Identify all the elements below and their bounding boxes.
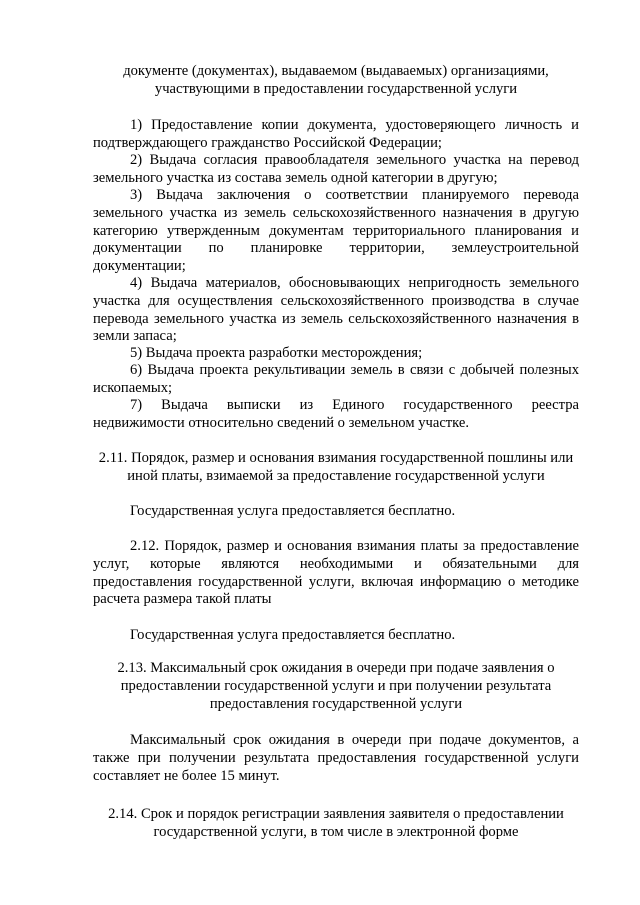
- section-2-13-text: Максимальный срок ожидания в очереди при подаче документов, а также при получении результата предоставления государственной услуги составляет не более 15 минут.: [93, 732, 579, 784]
- section-2-13-heading: 2.13. Максимальный срок ожидания в очереди при подаче заявления о предоставлении государственной услуги и при получении результата предоставления государственной услуги: [117, 660, 555, 712]
- section-2-11-text: Государственная услуга предоставляется бесплатно.: [130, 503, 456, 519]
- section-2-12-text: Государственная услуга предоставляется бесплатно.: [130, 627, 456, 643]
- list-item-3: 3) Выдача заключения о соответствии планируемого перевода земельного участка из земель сельскохозяйственного назначения в другую категорию утвержденным документам территориального планирования и документации по планировке территории, землеустроительной документации;: [93, 187, 579, 275]
- section-2-14-heading: 2.14. Срок и порядок регистрации заявления заявителя о предоставлении государственной услуги, в том числе в электронной форме: [108, 806, 564, 840]
- list-item-4: 4) Выдача материалов, обосновывающих непригодность земельного участка для осуществления сельскохозяйственного производства в случае перевода земельного участка из земель сельскохозяйственного назначения в земли запаса;: [93, 275, 579, 345]
- section-2-11-heading: 2.11. Порядок, размер и основания взимания государственной пошлины или иной платы, взимаемой за предоставление государственной услуги: [98, 450, 574, 484]
- intro-heading: документе (документах), выдаваемом (выдаваемых) организациями, участвующими в предоставлении государственной услуги: [123, 63, 549, 97]
- list-item-7: 7) Выдача выписки из Единого государственного реестра недвижимости относительно сведений о земельном участке.: [93, 397, 579, 431]
- list-item-2: 2) Выдача согласия правообладателя земельного участка на перевод земельного участка из состава земель одной категории в другую;: [93, 152, 579, 186]
- list-item-5: 5) Выдача проекта разработки месторождения;: [130, 345, 423, 361]
- list-item-1: 1) Предоставление копии документа, удостоверяющего личность и подтверждающего гражданство Российской Федерации;: [93, 117, 579, 151]
- section-2-12-heading: 2.12. Порядок, размер и основания взимания платы за предоставление услуг, которые являются необходимыми и обязательными для предоставления государственной услуги, включая информацию о методике расчета размера такой платы: [93, 538, 579, 608]
- list-item-6: 6) Выдача проекта рекультивации земель в связи с добычей полезных ископаемых;: [93, 362, 579, 396]
